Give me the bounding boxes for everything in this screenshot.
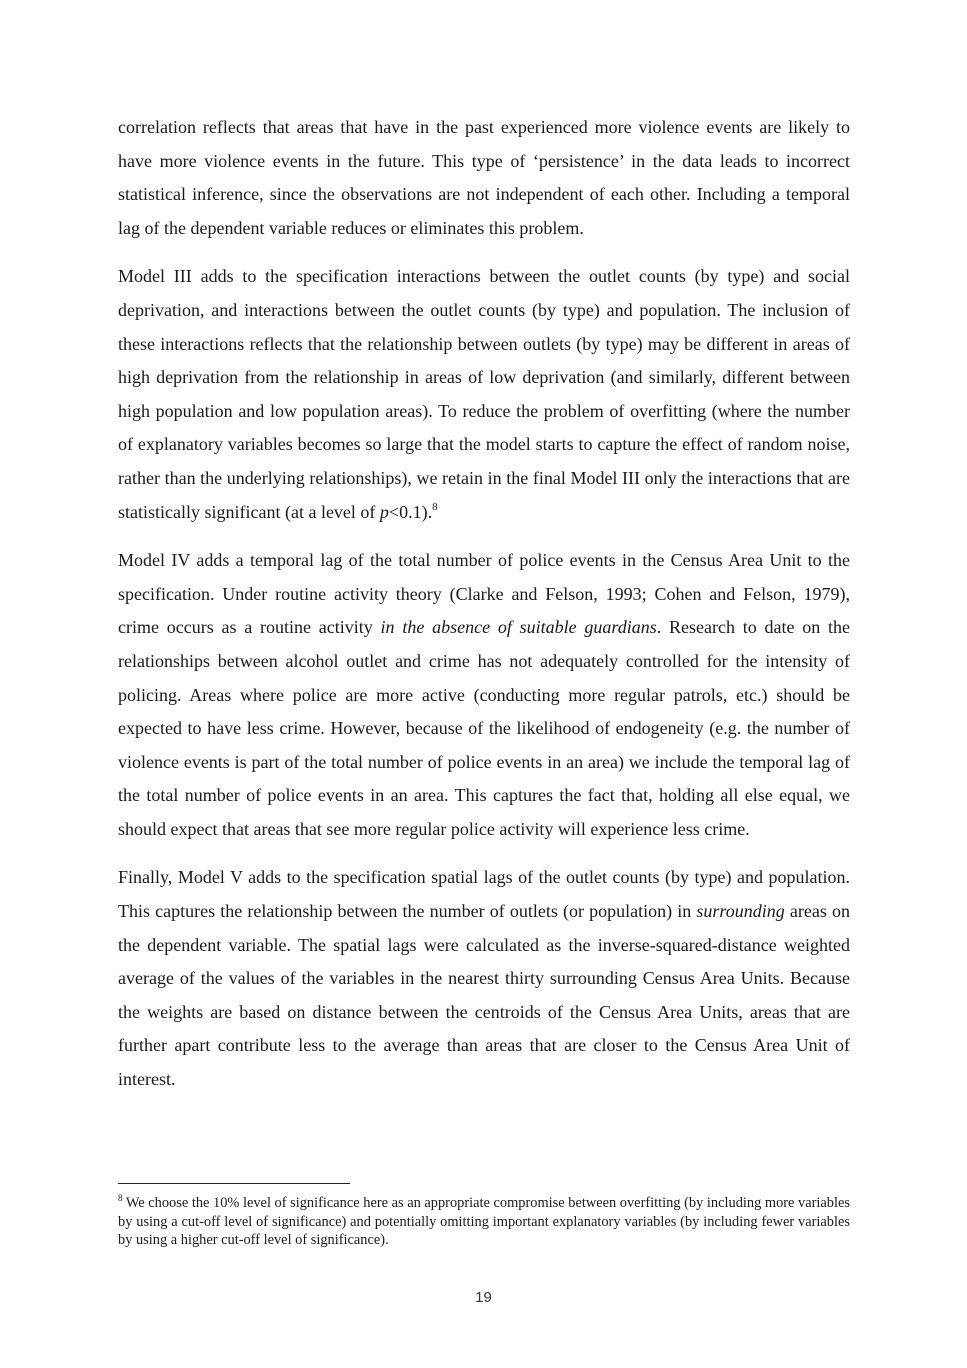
variable-p: p [379,501,389,522]
footnote [118,1194,850,1250]
emphasis-suitable-guardians: in the absence of suitable guardians [380,617,657,638]
footnote-reference[interactable]: 8 [432,500,438,513]
page-number: 19 [475,1289,492,1306]
emphasis-surrounding: surrounding [696,901,785,922]
paragraph-persistence: correlation reflects that areas that have in the past experienced more violence events are likely to have more violence events in the future. This type of ‘persistence’ in the data leads to incorrect statistical inference, since the observations are not independent of each other. Including a temporal lag of the dependent variable reduces or eliminates this problem. [118,117,850,238]
body-text [118,111,850,1112]
paragraph-model-iv: Model IV adds a temporal lag of the total number of police events in the Census Area Unit to the specification. Under routine activity theory (Clarke and Felson, 1993; Cohen and Felson, 1979), crime occurs as a routine activity in the absence of suitable guardians. Research to date on the relationships between alcohol outlet and crime has not adequately controlled for the intensity of policing. Areas where police are more active (conducting more regular patrols, etc.) should be expected to have less crime. However, because of the likelihood of endogeneity (e.g. the number of violence events is part of the total number of police events in an area) we include the temporal lag of the total number of police events in an area. This captures the fact that, holding all else equal, we should expect that areas that see more regular police activity will experience less crime. [118,550,851,839]
paragraph-model-iii: Model III adds to the specification interactions between the outlet counts (by type) and social deprivation, and interactions between the outlet counts (by type) and population. The inclusion of these interactions reflects that the relationship between outlets (by type) may be different in areas of high deprivation from the relationship in areas of low deprivation (and similarly, different between high population and low population areas). To reduce the problem of overfitting (where the number of explanatory variables becomes so large that the model starts to capture the effect of random noise, rather than the underlying relationships), we retain in the final Model III only the interactions that are statistically significant (at a level of p<0.1).$^8$ [118,266,850,522]
footnote-separator [118,1183,350,1184]
footnote-text: We choose the 10% level of significance here as an appropriate compromise between overfitting (by including more variables by using a cut-off level of significance) and potentially omitting important explanatory variables (by including fewer variables by using a higher cut-off level of significance). [118,1195,850,1249]
footnote-marker: 8 [118,1193,123,1204]
paragraph-model-v: Finally, Model V adds to the specification spatial lags of the outlet counts (by type) and population. This captures the relationship between the number of outlets (or population) in surrounding areas on the dependent variable. The spatial lags were calculated as the inverse-squared-distance weighted average of the values of the variables in the nearest thirty surrounding Census Area Units. Because the weights are based on distance between the centroids of the Census Area Units, areas that are further apart contribute less to the average than areas that are closer to the Census Area Unit of interest. [118,867,850,1090]
